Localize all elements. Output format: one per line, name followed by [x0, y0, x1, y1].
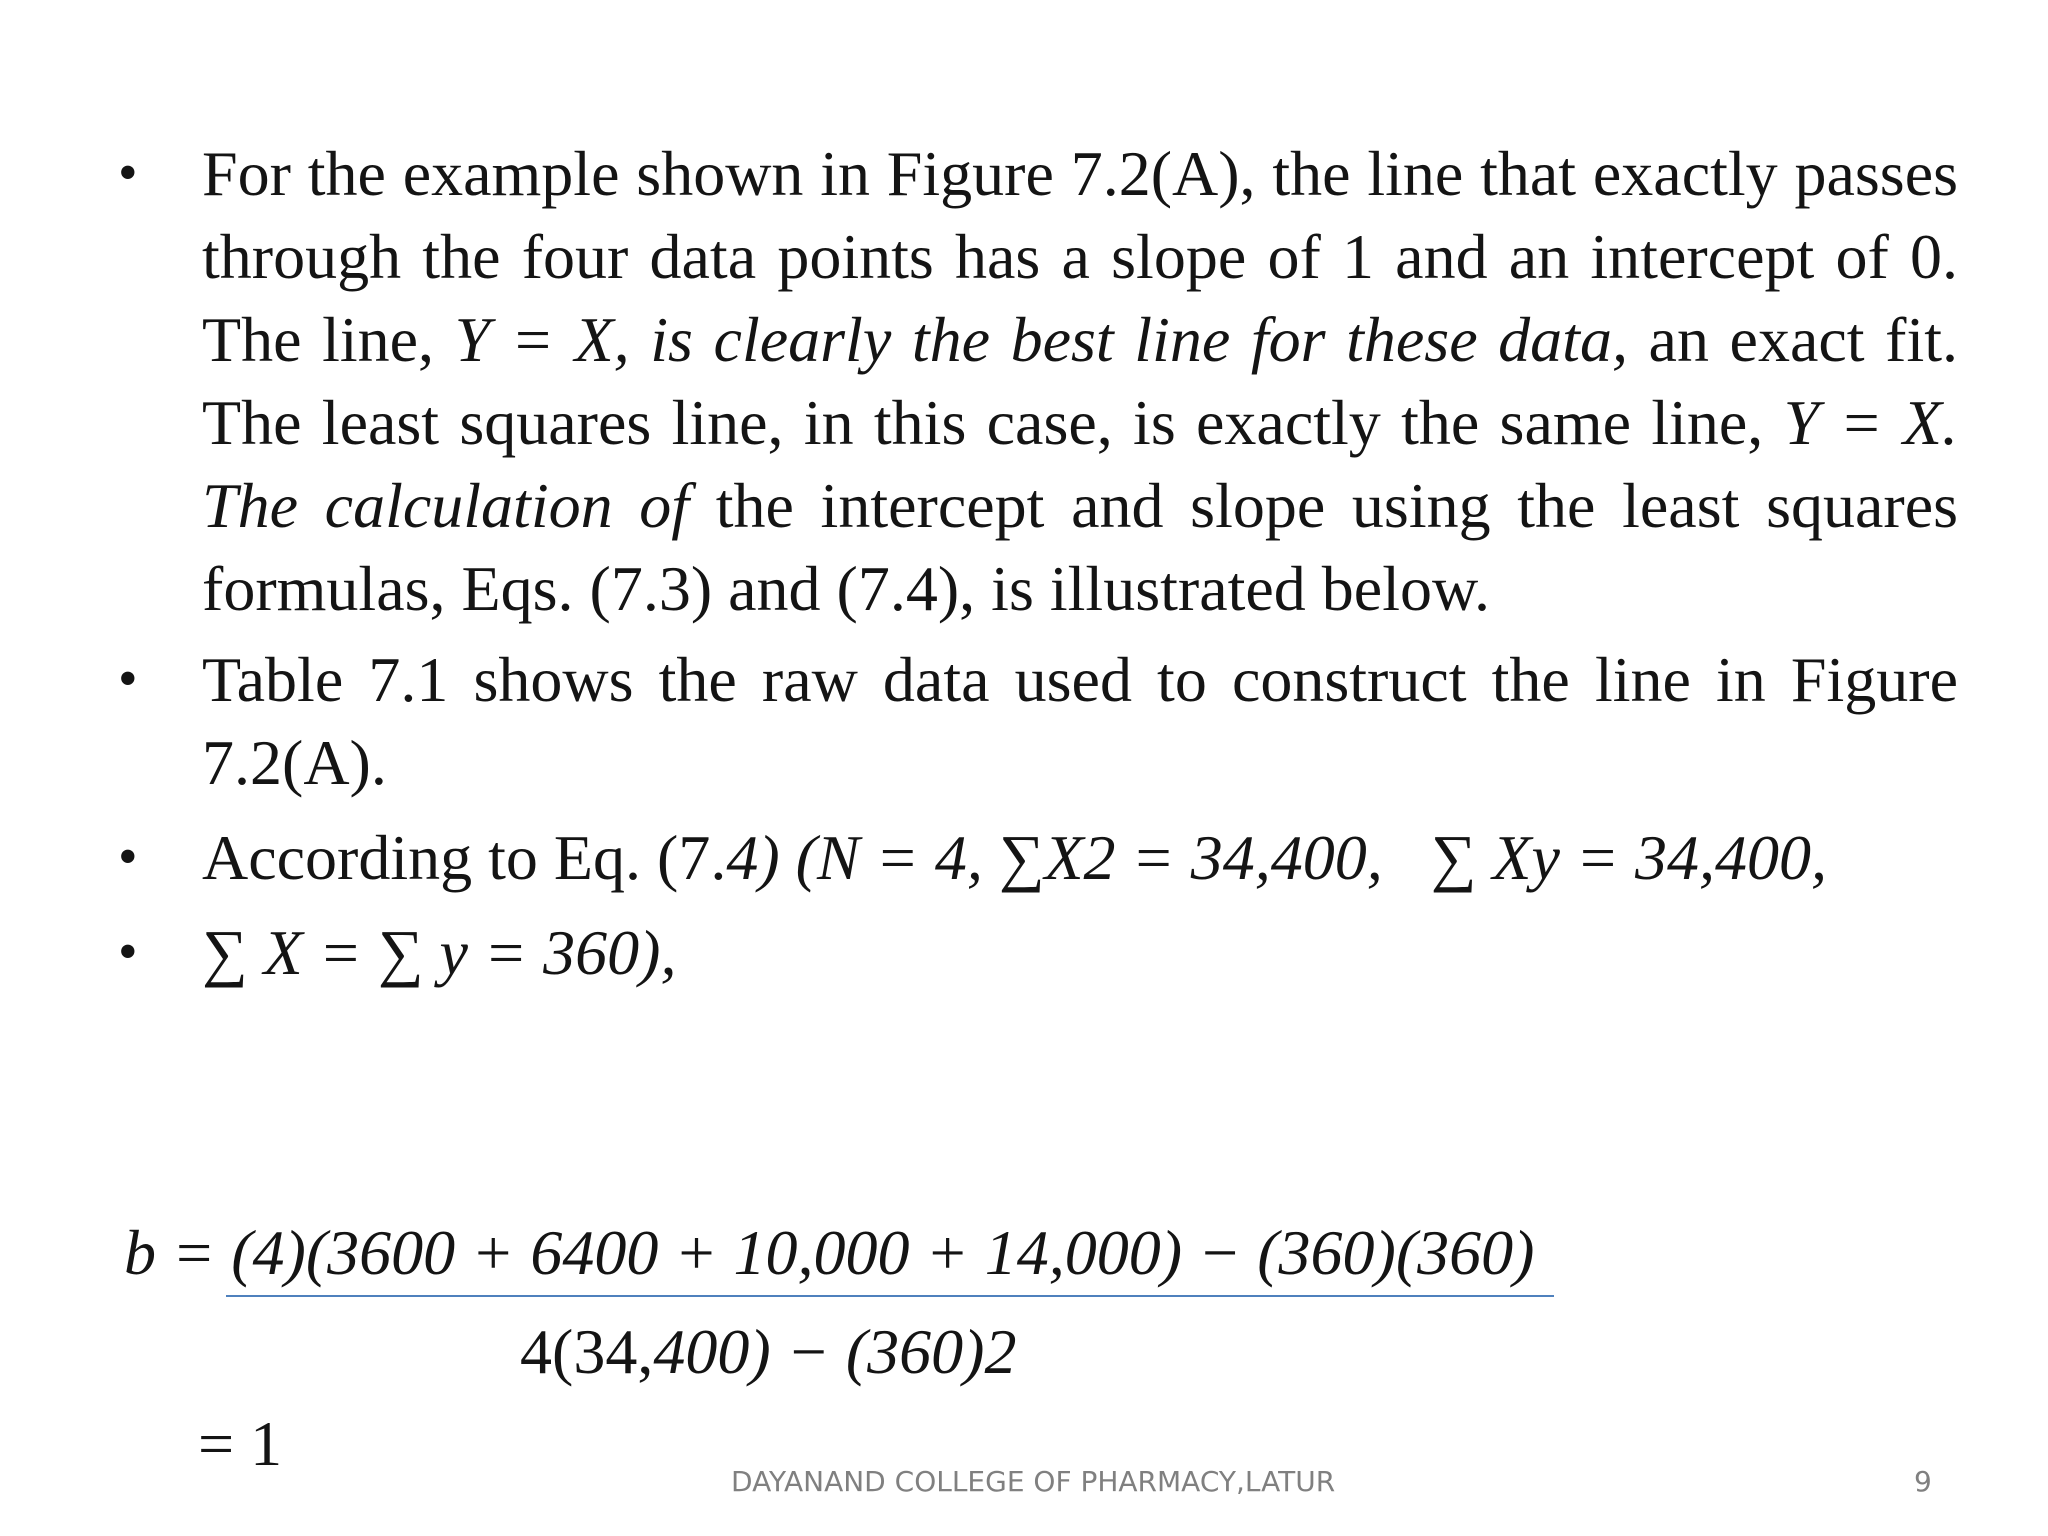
- bullet-3-text-b: 4) (N = 4, ∑X2 = 34,400, ∑ Xy = 34,400,: [726, 822, 1828, 893]
- bullet-1-text-e: the intercept and slope using the least squares formulas, Eqs. (7.3) and (7.4), is illustrated below.: [202, 470, 1959, 624]
- formula-numerator: [124, 1213, 1534, 1293]
- formula-denominator-italic: 400) − (360)2: [653, 1316, 1017, 1387]
- fraction-bar: [226, 1295, 1554, 1297]
- bullet-1-text-a: For the example shown in Figure 7.2(A), the line that exactly passes through the four data points has a slope of 1 and an intercept of 0. The line,: [202, 138, 1958, 375]
- formula-result-text: = 1: [198, 1408, 283, 1479]
- bullet-dot-icon: •: [118, 142, 138, 204]
- bullet-3-text-a: According to Eq. (7.: [202, 822, 727, 893]
- bullet-list: [118, 132, 1958, 1006]
- formula-denominator-upright: 4(34,: [520, 1316, 654, 1387]
- bullet-1-text-c: an exact fit. The least squares line, in this case, is exactly the same line,: [202, 304, 1959, 458]
- bullet-item-4: [118, 911, 1958, 994]
- formula-b-label: b =: [124, 1217, 232, 1288]
- bullet-4-text: ∑ X = ∑ y = 360),: [202, 917, 677, 988]
- formula-denominator: [520, 1312, 1016, 1392]
- bullet-dot-icon: •: [118, 921, 138, 983]
- bullet-1-text-b: Y = X, is clearly the best line for these data,: [454, 304, 1628, 375]
- bullet-item-2: [118, 638, 1958, 804]
- bullet-item-3: [118, 816, 1958, 899]
- bullet-2-text: Table 7.1 shows the raw data used to construct the line in Figure 7.2(A).: [202, 644, 1958, 798]
- footer-institution: DAYANAND COLLEGE OF PHARMACY,LATUR: [731, 1465, 1336, 1498]
- bullet-dot-icon: •: [118, 648, 138, 710]
- formula-numerator-text: (4)(3600 + 6400 + 10,000 + 14,000) − (360)(360): [231, 1217, 1535, 1288]
- bullet-item-1: [118, 132, 1958, 626]
- bullet-dot-icon: •: [118, 826, 138, 888]
- footer-page-number: 9: [1914, 1465, 1932, 1498]
- formula-result: [198, 1404, 282, 1484]
- bullet-1-text-d: Y = X. The calculation of: [202, 387, 1958, 541]
